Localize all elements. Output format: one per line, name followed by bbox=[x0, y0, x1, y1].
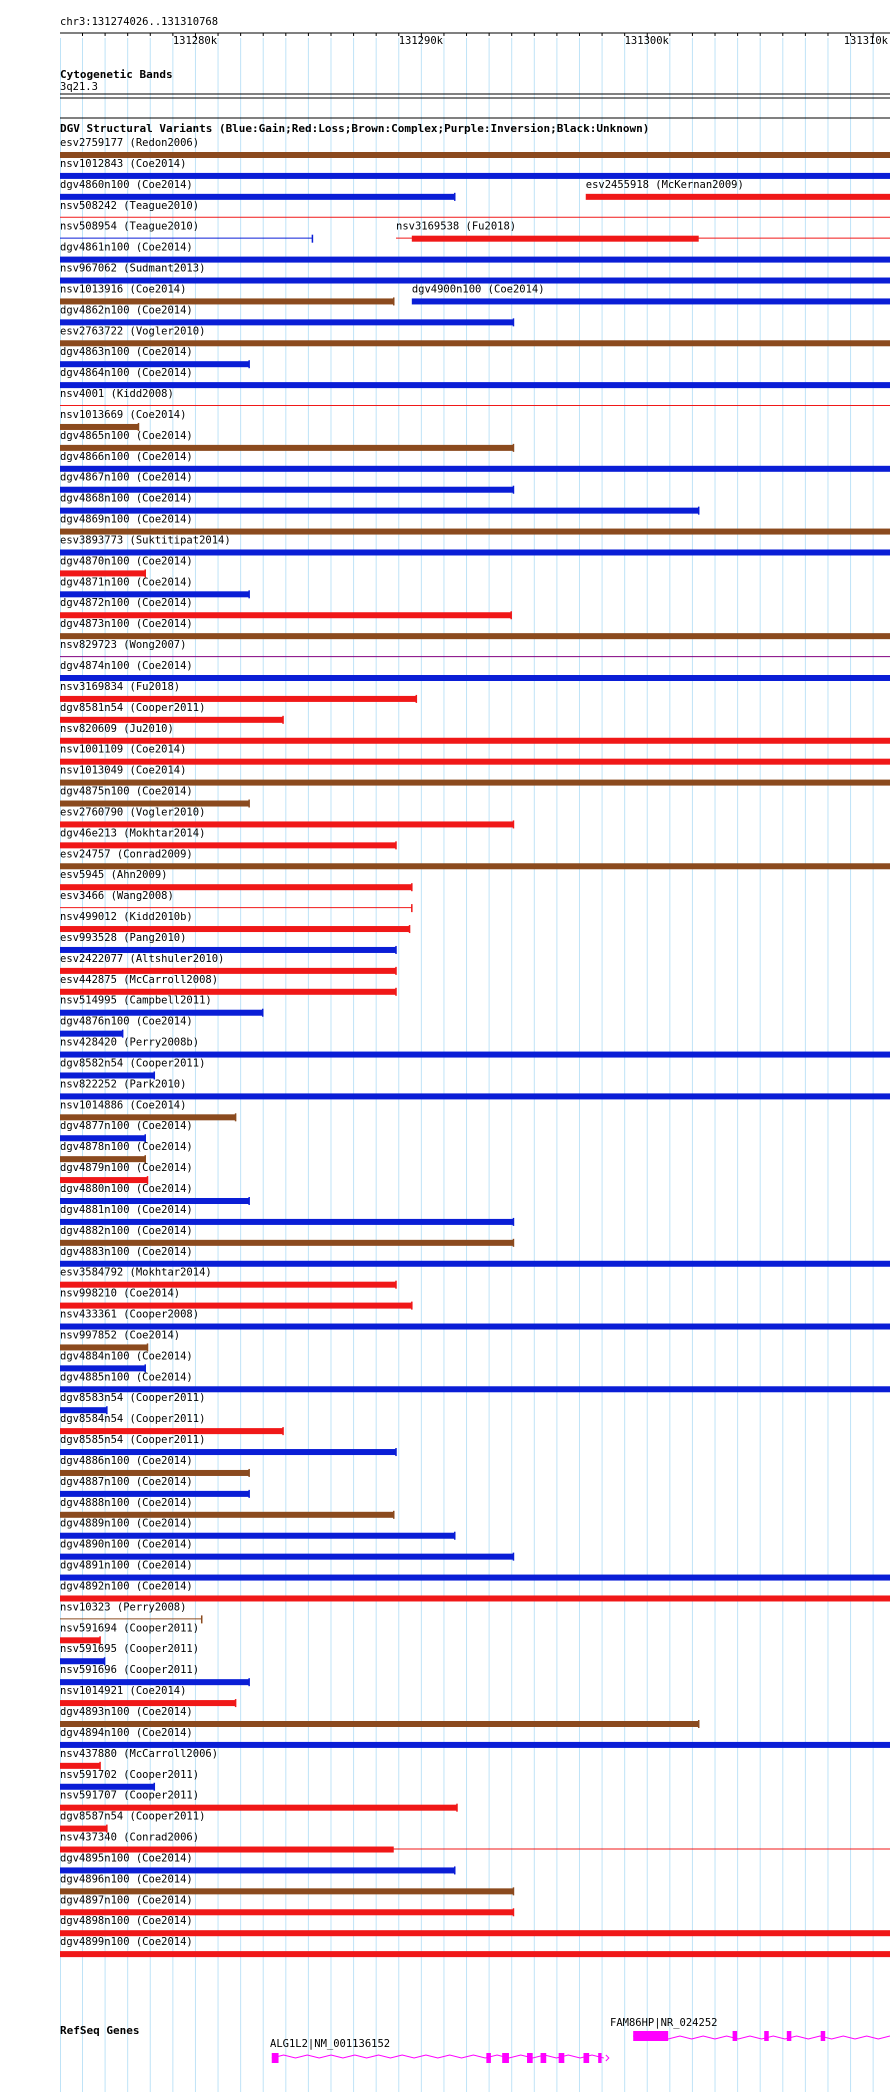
variant-label: dgv8581n54 (Cooper2011) bbox=[60, 701, 206, 714]
dgv-variant-row[interactable] bbox=[60, 367, 890, 388]
gene-exon bbox=[583, 2053, 589, 2063]
variant-bar[interactable] bbox=[60, 1951, 890, 1957]
ruler-ticks bbox=[83, 33, 889, 47]
variant-label: dgv4886n100 (Coe2014) bbox=[60, 1454, 193, 1467]
dgv-variant-row[interactable] bbox=[60, 1497, 394, 1519]
dgv-variant-row[interactable] bbox=[60, 1539, 513, 1561]
dgv-variant-row[interactable] bbox=[60, 911, 410, 933]
dgv-variant-row[interactable] bbox=[60, 409, 186, 431]
variant-label: dgv4872n100 (Coe2014) bbox=[60, 597, 193, 610]
dgv-variant-row[interactable] bbox=[60, 514, 890, 535]
variant-label: nsv508242 (Teague2010) bbox=[60, 199, 200, 212]
gene-exon bbox=[764, 2031, 769, 2041]
dgv-variant-row[interactable] bbox=[60, 1685, 236, 1707]
variant-label: nsv591702 (Cooper2011) bbox=[60, 1768, 200, 1781]
variant-label: dgv4890n100 (Coe2014) bbox=[60, 1538, 193, 1551]
variant-label: nsv1013049 (Coe2014) bbox=[60, 764, 187, 777]
gene-exon bbox=[541, 2053, 547, 2063]
variant-label: nsv1013916 (Coe2014) bbox=[60, 283, 187, 296]
variant-label: nsv1014921 (Coe2014) bbox=[60, 1685, 187, 1698]
dgv-variant-row[interactable] bbox=[60, 681, 416, 703]
variant-label: esv3584792 (Mokhtar2014) bbox=[60, 1266, 212, 1279]
dgv-variant-row[interactable] bbox=[60, 1852, 455, 1874]
variant-bar[interactable] bbox=[60, 675, 890, 681]
variant-label: nsv591694 (Cooper2011) bbox=[60, 1622, 200, 1635]
variant-label: dgv8585n54 (Cooper2011) bbox=[60, 1434, 206, 1447]
dgv-variant-row[interactable] bbox=[60, 1518, 455, 1540]
ruler-tick-label: 131290k bbox=[398, 35, 443, 47]
variant-bar[interactable] bbox=[412, 298, 890, 304]
dgv-variant-row[interactable] bbox=[60, 1915, 890, 1936]
variant-label: nsv4001 (Kidd2008) bbox=[60, 388, 174, 401]
variant-label: dgv4895n100 (Coe2014) bbox=[60, 1852, 193, 1865]
dgv-variant-row[interactable] bbox=[60, 1643, 199, 1665]
dgv-variant-row[interactable] bbox=[60, 806, 513, 828]
dgv-variant-row[interactable] bbox=[60, 932, 396, 954]
dgv-variant-row[interactable] bbox=[60, 974, 396, 996]
dgv-variant-row[interactable] bbox=[60, 1832, 890, 1853]
dgv-variant-row[interactable] bbox=[60, 1329, 180, 1351]
variant-label: dgv4862n100 (Coe2014) bbox=[60, 304, 193, 317]
dgv-variant-row[interactable] bbox=[60, 848, 890, 869]
dgv-variant-row[interactable] bbox=[60, 1204, 513, 1226]
variant-label: dgv4885n100 (Coe2014) bbox=[60, 1371, 193, 1384]
variant-label: dgv4861n100 (Coe2014) bbox=[60, 241, 193, 254]
variant-label: dgv4878n100 (Coe2014) bbox=[60, 1141, 193, 1154]
variant-label: esv24757 (Conrad2009) bbox=[60, 848, 193, 861]
ruler-position-label: chr3:131274026..131310768 bbox=[60, 16, 219, 28]
variant-label: dgv4863n100 (Coe2014) bbox=[60, 346, 193, 359]
dgv-variant-row[interactable] bbox=[60, 1560, 890, 1581]
variant-label: nsv1001109 (Coe2014) bbox=[60, 743, 187, 756]
variant-label: nsv508954 (Teague2010) bbox=[60, 220, 200, 233]
dgv-variant-row[interactable] bbox=[60, 346, 249, 368]
variant-label: nsv437880 (McCarroll2006) bbox=[60, 1747, 219, 1760]
variant-label: dgv4889n100 (Coe2014) bbox=[60, 1517, 193, 1530]
variant-label: nsv3169834 (Fu2018) bbox=[60, 680, 181, 693]
dgv-variant-row[interactable] bbox=[60, 158, 890, 179]
gene-exon bbox=[527, 2053, 533, 2063]
dgv-track-title: DGV Structural Variants (Blue:Gain;Red:Loss;Brown:Complex;Purple:Inversion;Black:Unknown) bbox=[60, 122, 650, 135]
variant-label: nsv1012843 (Coe2014) bbox=[60, 157, 187, 170]
variant-label: nsv10323 (Perry2008) bbox=[60, 1601, 187, 1614]
dgv-variant-row[interactable] bbox=[60, 137, 890, 158]
dgv-variant-row[interactable] bbox=[60, 1476, 249, 1498]
variant-label: nsv591696 (Cooper2011) bbox=[60, 1664, 200, 1677]
variant-label: dgv4869n100 (Coe2014) bbox=[60, 513, 193, 526]
dgv-variant-row[interactable] bbox=[60, 1225, 513, 1247]
dgv-variant-row[interactable] bbox=[60, 1309, 890, 1330]
dgv-variant-row[interactable] bbox=[60, 1371, 890, 1392]
gene-intron-line bbox=[272, 2055, 604, 2058]
variant-label: dgv4871n100 (Coe2014) bbox=[60, 576, 193, 589]
variant-label: nsv820609 (Ju2010) bbox=[60, 722, 174, 735]
dgv-variant-row[interactable] bbox=[60, 1392, 205, 1414]
variant-label: esv2422077 (Altshuler2010) bbox=[60, 952, 225, 965]
dgv-variant-row[interactable] bbox=[60, 534, 890, 555]
dgv-variant-row[interactable] bbox=[60, 576, 249, 598]
dgv-variant-row[interactable] bbox=[60, 493, 699, 515]
dgv-variant-row[interactable] bbox=[60, 827, 396, 849]
gene-exon bbox=[486, 2053, 491, 2063]
variant-label: esv442875 (McCarroll2008) bbox=[60, 973, 219, 986]
dgv-variant-row[interactable] bbox=[60, 890, 412, 912]
dgv-variant-row[interactable] bbox=[60, 179, 890, 201]
gene-label: FAM86HP|NR_024252 bbox=[610, 2017, 718, 2029]
dgv-variant-row[interactable] bbox=[60, 388, 890, 406]
variant-label: esv3893773 (Suktitipat2014) bbox=[60, 534, 231, 547]
refseq-track-title: RefSeq Genes bbox=[60, 2024, 140, 2037]
variant-bar[interactable] bbox=[60, 382, 890, 388]
variant-label: dgv4874n100 (Coe2014) bbox=[60, 660, 193, 672]
variant-label: nsv591695 (Cooper2011) bbox=[60, 1643, 200, 1656]
variant-label: dgv8583n54 (Cooper2011) bbox=[60, 1392, 206, 1405]
variant-label: esv2763722 (Vogler2010) bbox=[60, 325, 206, 338]
dgv-variant-row[interactable] bbox=[60, 1267, 396, 1289]
dgv-variant-row[interactable] bbox=[60, 953, 396, 975]
variant-label: esv2759177 (Redon2006) bbox=[60, 137, 200, 149]
variant-label: nsv3169538 (Fu2018) bbox=[396, 220, 517, 233]
dgv-variant-row[interactable] bbox=[60, 723, 890, 744]
variant-label: dgv4865n100 (Coe2014) bbox=[60, 429, 193, 442]
gene-exon bbox=[733, 2031, 738, 2041]
variant-label: dgv4864n100 (Coe2014) bbox=[60, 367, 193, 380]
gene-exon bbox=[559, 2053, 565, 2063]
dgv-variant-row[interactable] bbox=[60, 744, 890, 765]
dgv-variant-row[interactable] bbox=[60, 1706, 699, 1728]
dgv-variant-row[interactable] bbox=[60, 283, 890, 305]
variant-label: dgv8582n54 (Cooper2011) bbox=[60, 1057, 206, 1070]
variant-label: nsv591707 (Cooper2011) bbox=[60, 1789, 200, 1802]
dgv-variant-row[interactable] bbox=[60, 221, 890, 243]
dgv-variant-row[interactable] bbox=[60, 1622, 199, 1644]
position-ruler bbox=[60, 16, 890, 47]
cytoband-label: 3q21.3 bbox=[60, 81, 98, 93]
dgv-variant-row[interactable] bbox=[60, 1057, 205, 1079]
dgv-variant-row[interactable] bbox=[60, 1811, 205, 1833]
refseq-gene-models bbox=[270, 2017, 890, 2063]
dgv-variant-row[interactable] bbox=[60, 1894, 513, 1916]
dgv-track bbox=[60, 118, 890, 1957]
variant-label: dgv4892n100 (Coe2014) bbox=[60, 1580, 193, 1593]
dgv-variant-row[interactable] bbox=[60, 1288, 412, 1310]
gene-exon bbox=[598, 2053, 601, 2063]
cytoband-title: Cytogenetic Bands bbox=[60, 68, 173, 81]
variant-label: nsv437340 (Conrad2006) bbox=[60, 1831, 200, 1844]
variant-label: nsv514995 (Campbell2011) bbox=[60, 994, 212, 1007]
variant-label: nsv433361 (Cooper2008) bbox=[60, 1308, 200, 1321]
dgv-variant-row[interactable] bbox=[60, 1873, 513, 1895]
dgv-variant-row[interactable] bbox=[60, 1769, 199, 1791]
variant-label: dgv4894n100 (Coe2014) bbox=[60, 1726, 193, 1739]
dgv-variant-row[interactable] bbox=[60, 200, 890, 218]
variant-bar[interactable] bbox=[60, 1324, 890, 1330]
dgv-variant-row[interactable] bbox=[60, 472, 513, 494]
gene-exon bbox=[787, 2031, 792, 2041]
variant-label: esv2760790 (Vogler2010) bbox=[60, 806, 206, 819]
variant-label: dgv4866n100 (Coe2014) bbox=[60, 450, 193, 463]
variant-label: dgv4882n100 (Coe2014) bbox=[60, 1224, 193, 1237]
variant-label: dgv4891n100 (Coe2014) bbox=[60, 1559, 193, 1572]
variant-label: dgv4887n100 (Coe2014) bbox=[60, 1475, 193, 1488]
dgv-variant-row[interactable] bbox=[60, 451, 890, 472]
dgv-variant-row[interactable] bbox=[60, 702, 283, 724]
dgv-variant-row[interactable] bbox=[60, 1413, 283, 1435]
dgv-variant-row[interactable] bbox=[60, 1936, 890, 1957]
variant-label: esv3466 (Wang2008) bbox=[60, 890, 174, 903]
dgv-variant-row[interactable] bbox=[60, 1434, 396, 1456]
refseq-track bbox=[60, 2017, 890, 2063]
variant-label: dgv4898n100 (Coe2014) bbox=[60, 1915, 193, 1928]
variant-label: dgv4873n100 (Coe2014) bbox=[60, 618, 193, 631]
dgv-variant-row[interactable] bbox=[60, 995, 263, 1017]
variant-label: dgv4868n100 (Coe2014) bbox=[60, 492, 193, 505]
dgv-variant-row[interactable] bbox=[60, 242, 890, 263]
variant-label: dgv4883n100 (Coe2014) bbox=[60, 1245, 193, 1258]
ruler-tick-label: 131300k bbox=[624, 35, 669, 47]
variant-label: nsv1013669 (Coe2014) bbox=[60, 408, 187, 421]
variant-label: dgv4867n100 (Coe2014) bbox=[60, 471, 193, 484]
variant-bar[interactable] bbox=[60, 863, 890, 869]
gene-exon bbox=[821, 2031, 826, 2041]
variant-label: dgv8584n54 (Cooper2011) bbox=[60, 1413, 206, 1426]
gene-exon bbox=[272, 2053, 279, 2063]
dgv-variant-row[interactable] bbox=[60, 304, 513, 326]
variant-label: nsv829723 (Wong2007) bbox=[60, 639, 187, 652]
variant-label: dgv4875n100 (Coe2014) bbox=[60, 785, 193, 798]
ruler-tick-label: 131310k bbox=[843, 35, 888, 47]
dgv-variant-row[interactable] bbox=[60, 1183, 249, 1205]
variant-label: dgv46e213 (Mokhtar2014) bbox=[60, 827, 206, 840]
gene-label: ALG1L2|NM_001136152 bbox=[270, 2038, 391, 2050]
variant-label: esv2455918 (McKernan2009) bbox=[585, 178, 744, 191]
variant-label: nsv1014886 (Coe2014) bbox=[60, 1099, 187, 1112]
variant-label: nsv967062 (Sudmant2013) bbox=[60, 262, 206, 275]
variant-bar[interactable] bbox=[412, 236, 699, 242]
variant-label: dgv4880n100 (Coe2014) bbox=[60, 1183, 193, 1195]
variant-label: nsv997852 (Coe2014) bbox=[60, 1329, 181, 1342]
variant-label: nsv822252 (Park2010) bbox=[60, 1078, 187, 1091]
variant-label: dgv4897n100 (Coe2014) bbox=[60, 1894, 193, 1907]
variant-label: esv993528 (Pang2010) bbox=[60, 931, 187, 944]
dgv-variant-rows bbox=[60, 137, 890, 1957]
cytoband-track bbox=[60, 68, 890, 98]
dgv-variant-row[interactable] bbox=[60, 765, 890, 786]
variant-bar[interactable] bbox=[586, 194, 890, 200]
dgv-variant-row[interactable] bbox=[60, 263, 890, 284]
dgv-variant-row[interactable] bbox=[60, 1246, 890, 1267]
variant-label: dgv4884n100 (Coe2014) bbox=[60, 1350, 193, 1363]
variant-label: dgv4879n100 (Coe2014) bbox=[60, 1162, 193, 1175]
dgv-variant-row[interactable] bbox=[60, 1037, 890, 1058]
dgv-variant-row[interactable] bbox=[60, 786, 249, 808]
dgv-variant-row[interactable] bbox=[60, 1455, 249, 1477]
dgv-variant-row[interactable] bbox=[60, 1580, 890, 1601]
variant-label: nsv998210 (Coe2014) bbox=[60, 1287, 181, 1300]
refseq-gene-alg1l2[interactable] bbox=[270, 2038, 609, 2063]
variant-label: nsv499012 (Kidd2010b) bbox=[60, 911, 193, 924]
variant-label: dgv4888n100 (Coe2014) bbox=[60, 1496, 193, 1509]
gene-intron-line bbox=[633, 2036, 890, 2039]
variant-label: dgv4860n100 (Coe2014) bbox=[60, 178, 193, 191]
variant-label: dgv4876n100 (Coe2014) bbox=[60, 1015, 193, 1028]
dgv-variant-row[interactable] bbox=[60, 869, 412, 891]
gene-strand-arrow bbox=[606, 2055, 609, 2061]
variant-label: dgv4896n100 (Coe2014) bbox=[60, 1873, 193, 1886]
variant-label: dgv8587n54 (Cooper2011) bbox=[60, 1810, 206, 1823]
variant-label: dgv4870n100 (Coe2014) bbox=[60, 555, 193, 568]
dgv-variant-row[interactable] bbox=[60, 1078, 890, 1099]
dgv-variant-row[interactable] bbox=[60, 639, 890, 657]
gene-exon bbox=[502, 2053, 509, 2063]
dgv-variant-row[interactable] bbox=[60, 1727, 890, 1748]
variant-label: nsv428420 (Perry2008b) bbox=[60, 1036, 200, 1049]
ruler-tick-label: 131280k bbox=[172, 35, 218, 47]
dgv-variant-row[interactable] bbox=[60, 325, 890, 346]
dgv-variant-row[interactable] bbox=[60, 430, 513, 452]
refseq-gene-fam86hp[interactable] bbox=[610, 2017, 890, 2041]
dgv-variant-row[interactable] bbox=[60, 618, 890, 639]
variant-label: dgv4877n100 (Coe2014) bbox=[60, 1120, 193, 1133]
variant-label: dgv4899n100 (Coe2014) bbox=[60, 1936, 193, 1949]
dgv-variant-row[interactable] bbox=[60, 1790, 457, 1812]
dgv-variant-row[interactable] bbox=[60, 1099, 236, 1121]
dgv-variant-row[interactable] bbox=[60, 1748, 218, 1770]
variant-label: dgv4900n100 (Coe2014) bbox=[411, 283, 545, 296]
variant-label: dgv4893n100 (Coe2014) bbox=[60, 1706, 193, 1718]
dgv-variant-row[interactable] bbox=[60, 1664, 249, 1686]
gene-exon bbox=[633, 2031, 668, 2041]
variant-label: dgv4881n100 (Coe2014) bbox=[60, 1203, 193, 1216]
dgv-variant-row[interactable] bbox=[60, 1601, 202, 1623]
variant-label: esv5945 (Ahn2009) bbox=[60, 869, 168, 882]
dgv-variant-row[interactable] bbox=[60, 660, 890, 681]
